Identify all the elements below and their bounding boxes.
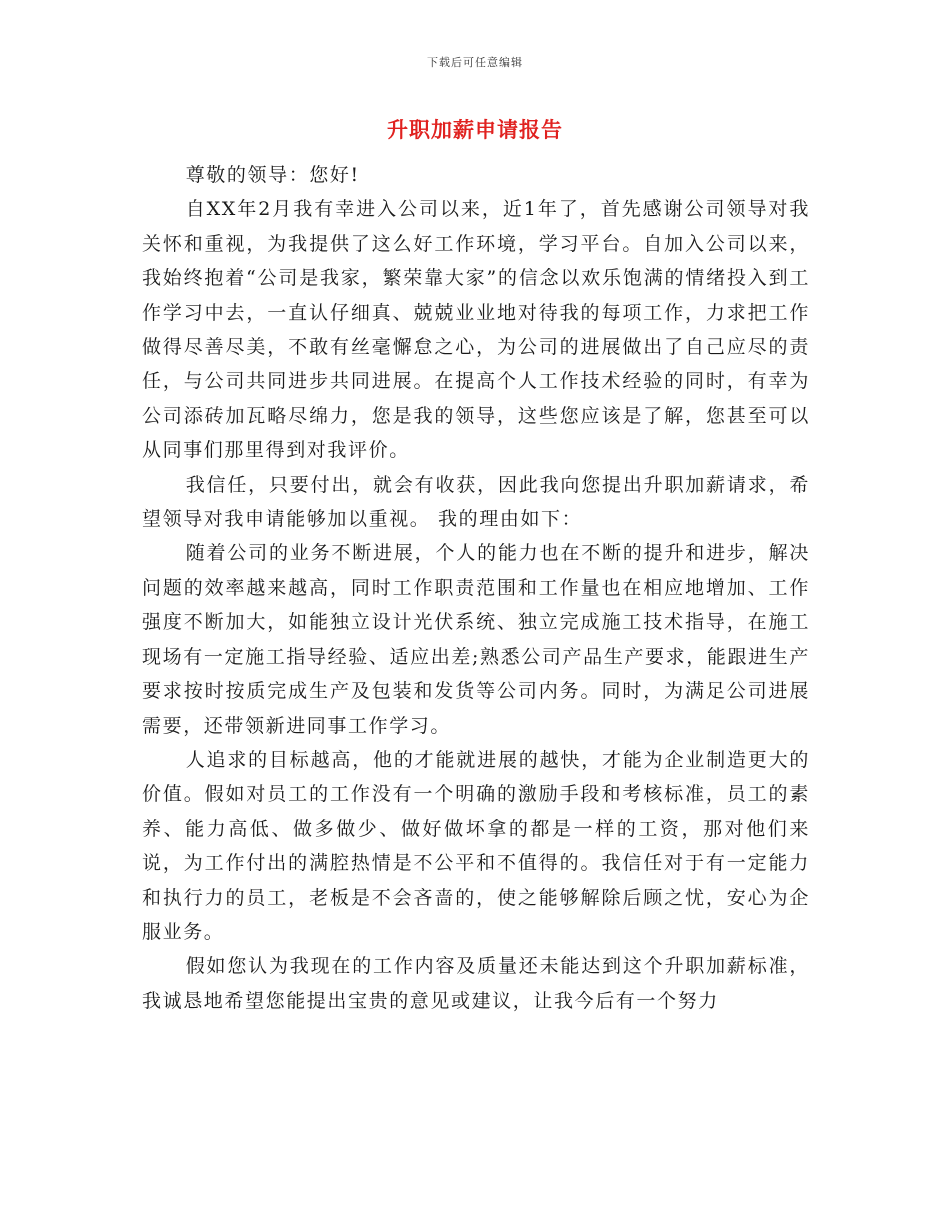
page-header-note: 下载后可任意编辑 bbox=[427, 56, 523, 69]
body-paragraph: 我信任，只要付出，就会有收获，因此我向您提出升职加薪请求，希望领导对我申请能够加以重视。 我的理由如下： bbox=[142, 473, 810, 531]
body-paragraph: 人追求的目标越高，他的才能就进展的越快，才能为企业制造更大的价值。假如对员工的工作没有一个明确的激励手段和考核标准，员工的素养、能力高低、做多做少、做好做坏拿的都是一样的工资，那对他们来说，为工作付出的满腔热情是不公平和不值得的。我信任对于有一定能力和执行力的员工，老板是不会吝啬的，使之能够解除后顾之忧，安心为企服业务。 bbox=[142, 748, 810, 943]
document-body bbox=[142, 158, 810, 1018]
document-title: 升职加薪申请报告 bbox=[387, 117, 563, 142]
body-paragraph: 随着公司的业务不断进展，个人的能力也在不断的提升和进步，解决问题的效率越来越高，同时工作职责范围和工作量也在相应地增加、工作强度不断加大，如能独立设计光伏系统、独立完成施工技术指导，在施工现场有一定施工指导经验、适应出差;熟悉公司产品生产要求，能跟进生产要求按时按质完成生产及包装和发货等公司内务。同时，为满足公司进展需要，还带领新进同事工作学习。 bbox=[142, 542, 810, 737]
body-paragraph: 假如您认为我现在的工作内容及质量还未能达到这个升职加薪标准，我诚恳地希望您能提出宝贵的意见或建议，让我今后有一个努力 bbox=[142, 955, 810, 1012]
body-paragraph: 自XX年2月我有幸进入公司以来，近1年了，首先感谢公司领导对我关怀和重视，为我提供了这么好工作环境，学习平台。自加入公司以来，我始终抱着“公司是我家，繁荣靠大家”的信念以欢乐饱满的情绪投入到工作学习中去，一直认仔细真、兢兢业业地对待我的每项工作，力求把工作做得尽善尽美，不敢有丝毫懈怠之心，为公司的进展做出了自己应尽的责任，与公司共同进步共同进展。在提高个人工作技术经验的同时，有幸为公司添砖加瓦略尽绵力，您是我的领导，这些您应该是了解，您甚至可以从同事们那里得到对我评价。 bbox=[142, 198, 810, 462]
salutation-paragraph: 尊敬的领导：您好! bbox=[185, 164, 360, 186]
